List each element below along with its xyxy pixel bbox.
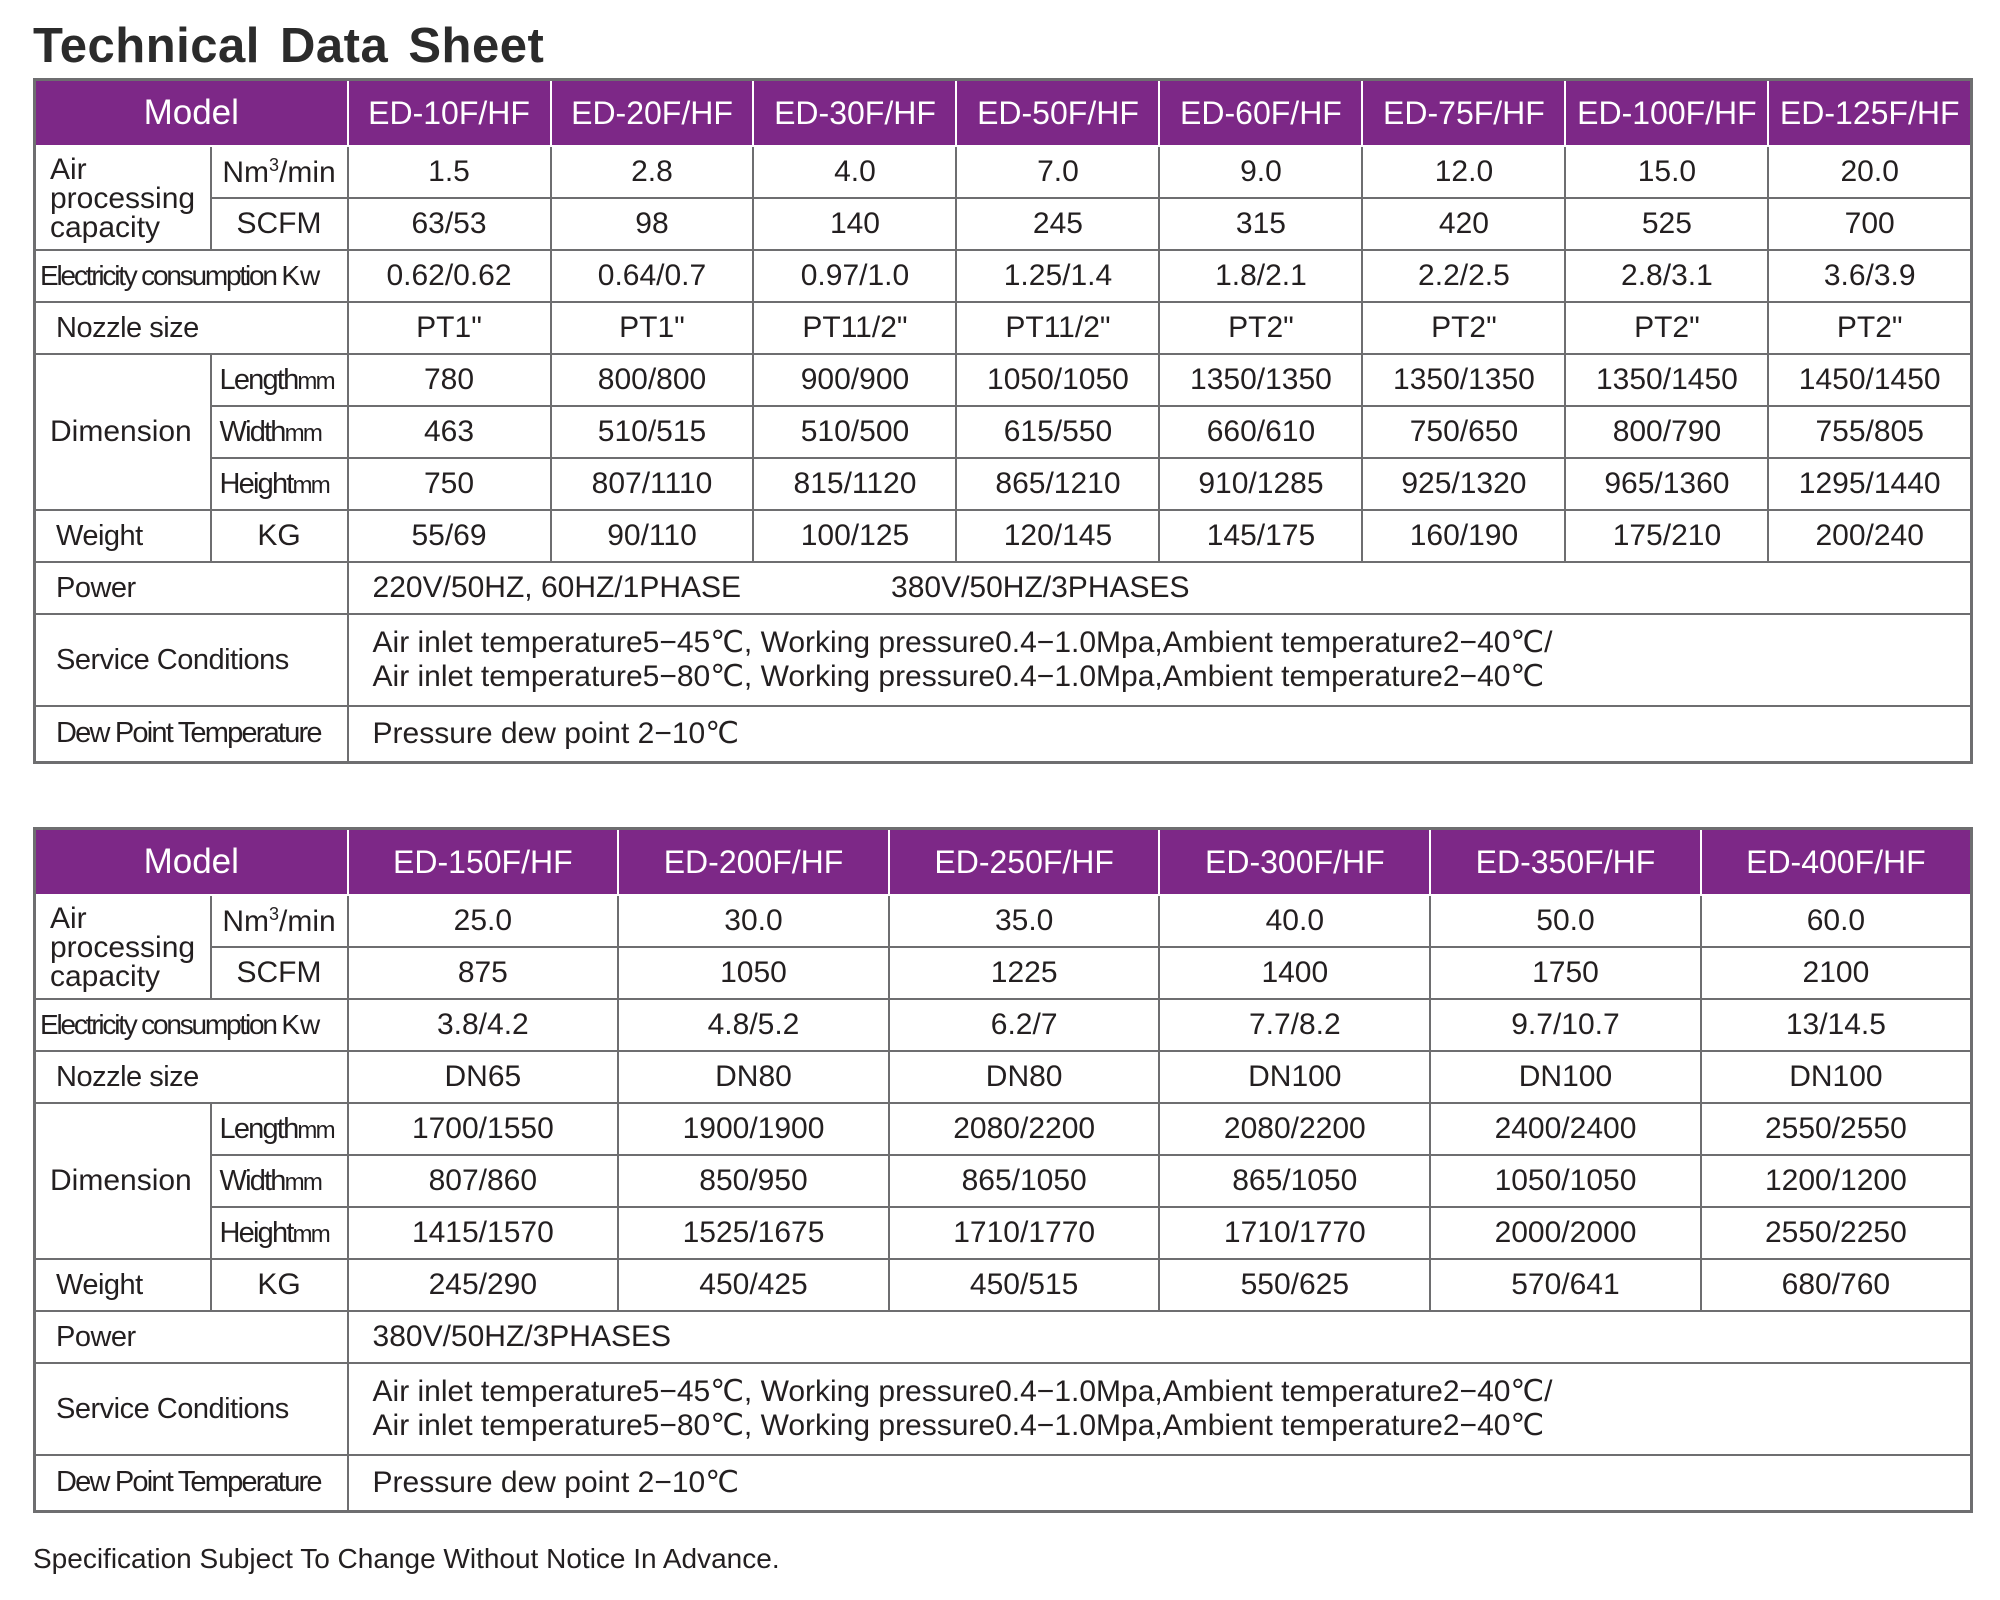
length-value: 1050/1050 [956,354,1159,406]
nm3-value: 1.5 [348,146,551,198]
nozzle-size-label: Nozzle size [35,302,348,354]
scfm-value: 1400 [1159,947,1430,999]
height-value: 865/1210 [956,458,1159,510]
height-value: 750 [348,458,551,510]
power-row [35,1311,1972,1363]
kw-value: 1.25/1.4 [956,250,1159,302]
width-value: 510/500 [753,406,956,458]
length-value: 2550/2550 [1701,1103,1972,1155]
scfm-value: 420 [1362,198,1565,250]
height-value: 2550/2250 [1701,1207,1972,1259]
nm3-value: 2.8 [551,146,754,198]
service-row [35,614,1972,706]
dew-row [35,706,1972,762]
width-value: 660/610 [1159,406,1362,458]
nm3-row [35,146,1972,198]
kw-value: 0.97/1.0 [753,250,956,302]
model-name: ED-30F/HF [753,80,956,147]
weight-value: 90/110 [551,510,754,562]
scfm-value: 315 [1159,198,1362,250]
nozzle-value: DN80 [618,1051,889,1103]
nm3-value: 4.0 [753,146,956,198]
model-header-row [35,829,1972,896]
air-processing-capacity-label: Air processing capacity [35,895,211,999]
width-row [35,1155,1972,1207]
width-unit: Widthmm [211,406,348,458]
length-unit: Lengthmm [211,354,348,406]
nozzle-value: PT2" [1768,302,1971,354]
weight-value: 450/425 [618,1259,889,1311]
scfm-value: 700 [1768,198,1971,250]
power-three-phase: 380V/50HZ/3PHASES [891,571,1190,604]
length-value: 1350/1450 [1565,354,1768,406]
nm3-value: 25.0 [348,895,619,947]
power-label: Power [35,562,348,614]
nm3-value: 20.0 [1768,146,1971,198]
length-value: 1900/1900 [618,1103,889,1155]
nm3-value: 7.0 [956,146,1159,198]
nozzle-row [35,302,1972,354]
height-value: 2000/2000 [1430,1207,1701,1259]
length-unit: Lengthmm [211,1103,348,1155]
length-value: 1350/1350 [1362,354,1565,406]
nozzle-value: PT2" [1362,302,1565,354]
service-conditions-value [348,1363,1972,1455]
spec-table-2 [33,827,1973,1513]
nm3-value: 15.0 [1565,146,1768,198]
scfm-unit: SCFM [211,947,348,999]
nozzle-value: PT1" [551,302,754,354]
width-value: 850/950 [618,1155,889,1207]
nozzle-value: DN100 [1159,1051,1430,1103]
nm3-value: 12.0 [1362,146,1565,198]
nozzle-value: DN80 [889,1051,1160,1103]
nm3-row [35,895,1972,947]
width-value: 755/805 [1768,406,1971,458]
kw-value: 3.6/3.9 [1768,250,1971,302]
page-title: Technical Data Sheet [33,19,545,73]
weight-value: 200/240 [1768,510,1971,562]
nozzle-value: DN100 [1430,1051,1701,1103]
height-value: 1525/1675 [618,1207,889,1259]
dimension-label: Dimension [35,354,211,510]
length-value: 1450/1450 [1768,354,1971,406]
scfm-value: 1050 [618,947,889,999]
width-value: 750/650 [1362,406,1565,458]
length-value: 1350/1350 [1159,354,1362,406]
scfm-value: 140 [753,198,956,250]
width-value: 807/860 [348,1155,619,1207]
model-header: Model [35,829,348,896]
nm3-value: 9.0 [1159,146,1362,198]
nm3-unit: Nm$^3$/min [211,895,348,947]
weight-value: 160/190 [1362,510,1565,562]
nozzle-value: PT11/2" [753,302,956,354]
width-value: 865/1050 [1159,1155,1430,1207]
weight-label: Weight [35,1259,211,1311]
electricity-consumption-label: Electricity consumption Kw [35,999,348,1051]
dew-point-label: Dew Point Temperature [35,1455,348,1511]
service-conditions-label: Service Conditions [35,1363,348,1455]
service-conditions-value [348,614,1972,706]
kw-value: 6.2/7 [889,999,1160,1051]
scfm-row [35,947,1972,999]
model-name: ED-350F/HF [1430,829,1701,896]
service-line: Air inlet temperature5−80℃, Working pressure0.4−1.0Mpa,Ambient temperature2−40℃ [372,660,1545,693]
kw-value: 9.7/10.7 [1430,999,1701,1051]
length-value: 1700/1550 [348,1103,619,1155]
model-name: ED-60F/HF [1159,80,1362,147]
scfm-value: 875 [348,947,619,999]
service-line: Air inlet temperature5−80℃, Working pressure0.4−1.0Mpa,Ambient temperature2−40℃ [372,1409,1545,1442]
weight-value: 145/175 [1159,510,1362,562]
height-row [35,458,1972,510]
model-name: ED-50F/HF [956,80,1159,147]
nm3-value: 30.0 [618,895,889,947]
nm3-value: 50.0 [1430,895,1701,947]
kw-value: 2.2/2.5 [1362,250,1565,302]
model-name: ED-20F/HF [551,80,754,147]
scfm-value: 245 [956,198,1159,250]
model-name: ED-100F/HF [1565,80,1768,147]
weight-value: 570/641 [1430,1259,1701,1311]
nozzle-value: DN100 [1701,1051,1972,1103]
weight-row [35,1259,1972,1311]
width-value: 865/1050 [889,1155,1160,1207]
nozzle-value: DN65 [348,1051,619,1103]
length-value: 780 [348,354,551,406]
weight-value: 120/145 [956,510,1159,562]
service-line: Air inlet temperature5−45℃, Working pressure0.4−1.0Mpa,Ambient temperature2−40℃/ [372,626,1553,659]
weight-value: 55/69 [348,510,551,562]
height-row [35,1207,1972,1259]
dew-row [35,1455,1972,1511]
service-line: Air inlet temperature5−45℃, Working pressure0.4−1.0Mpa,Ambient temperature2−40℃/ [372,1375,1553,1408]
model-name: ED-300F/HF [1159,829,1430,896]
length-value: 900/900 [753,354,956,406]
weight-value: 175/210 [1565,510,1768,562]
scfm-value: 1750 [1430,947,1701,999]
scfm-unit: SCFM [211,198,348,250]
nm3-unit: Nm$^3$/min [211,146,348,198]
width-value: 1050/1050 [1430,1155,1701,1207]
nozzle-size-label: Nozzle size [35,1051,348,1103]
electricity-row [35,250,1972,302]
nozzle-value: PT2" [1565,302,1768,354]
weight-value: 245/290 [348,1259,619,1311]
weight-value: 680/760 [1701,1259,1972,1311]
electricity-consumption-label: Electricity consumption Kw [35,250,348,302]
air-processing-capacity-label: Air processing capacity [35,146,211,250]
service-row [35,1363,1972,1455]
width-value: 463 [348,406,551,458]
width-value: 1200/1200 [1701,1155,1972,1207]
kg-unit: KG [211,510,348,562]
power-label: Power [35,1311,348,1363]
height-value: 807/1110 [551,458,754,510]
length-row [35,354,1972,406]
dew-point-value: Pressure dew point 2−10℃ [348,1455,1972,1511]
scfm-row [35,198,1972,250]
nozzle-value: PT2" [1159,302,1362,354]
model-name: ED-250F/HF [889,829,1160,896]
kw-value: 2.8/3.1 [1565,250,1768,302]
length-value: 2080/2200 [1159,1103,1430,1155]
spec-table-1 [33,78,1973,764]
kw-value: 13/14.5 [1701,999,1972,1051]
kw-value: 0.64/0.7 [551,250,754,302]
dew-point-value: Pressure dew point 2−10℃ [348,706,1972,762]
scfm-value: 525 [1565,198,1768,250]
width-unit: Widthmm [211,1155,348,1207]
kw-value: 4.8/5.2 [618,999,889,1051]
scfm-value: 2100 [1701,947,1972,999]
width-value: 800/790 [1565,406,1768,458]
length-value: 800/800 [551,354,754,406]
height-unit: Heightmm [211,458,348,510]
weight-label: Weight [35,510,211,562]
nm3-value: 40.0 [1159,895,1430,947]
weight-value: 450/515 [889,1259,1160,1311]
length-value: 2400/2400 [1430,1103,1701,1155]
height-value: 910/1285 [1159,458,1362,510]
power-single-phase: 220V/50HZ, 60HZ/1PHASE [372,571,742,604]
height-value: 1710/1770 [1159,1207,1430,1259]
model-name: ED-125F/HF [1768,80,1971,147]
height-value: 815/1120 [753,458,956,510]
dew-point-label: Dew Point Temperature [35,706,348,762]
kw-value: 0.62/0.62 [348,250,551,302]
dimension-label: Dimension [35,1103,211,1259]
kw-value: 1.8/2.1 [1159,250,1362,302]
weight-value: 550/625 [1159,1259,1430,1311]
width-value: 510/515 [551,406,754,458]
nm3-value: 35.0 [889,895,1160,947]
width-value: 615/550 [956,406,1159,458]
kw-value: 7.7/8.2 [1159,999,1430,1051]
scfm-value: 98 [551,198,754,250]
height-value: 1415/1570 [348,1207,619,1259]
electricity-row [35,999,1972,1051]
model-name: ED-200F/HF [618,829,889,896]
model-name: ED-75F/HF [1362,80,1565,147]
service-conditions-label: Service Conditions [35,614,348,706]
scfm-value: 63/53 [348,198,551,250]
length-value: 2080/2200 [889,1103,1160,1155]
nozzle-row [35,1051,1972,1103]
model-header: Model [35,80,348,147]
power-row [35,562,1972,614]
nozzle-value: PT1" [348,302,551,354]
kg-unit: KG [211,1259,348,1311]
power-value: 380V/50HZ/3PHASES [348,1311,1972,1363]
nozzle-value: PT11/2" [956,302,1159,354]
footnote: Specification Subject To Change Without Notice In Advance. [33,1543,780,1574]
kw-value: 3.8/4.2 [348,999,619,1051]
weight-value: 100/125 [753,510,956,562]
height-unit: Heightmm [211,1207,348,1259]
height-value: 965/1360 [1565,458,1768,510]
weight-row [35,510,1972,562]
power-value [348,562,1972,614]
length-row [35,1103,1972,1155]
scfm-value: 1225 [889,947,1160,999]
height-value: 1710/1770 [889,1207,1160,1259]
width-row [35,406,1972,458]
model-header-row [35,80,1972,147]
height-value: 1295/1440 [1768,458,1971,510]
height-value: 925/1320 [1362,458,1565,510]
nm3-value: 60.0 [1701,895,1972,947]
model-name: ED-10F/HF [348,80,551,147]
model-name: ED-150F/HF [348,829,619,896]
model-name: ED-400F/HF [1701,829,1972,896]
